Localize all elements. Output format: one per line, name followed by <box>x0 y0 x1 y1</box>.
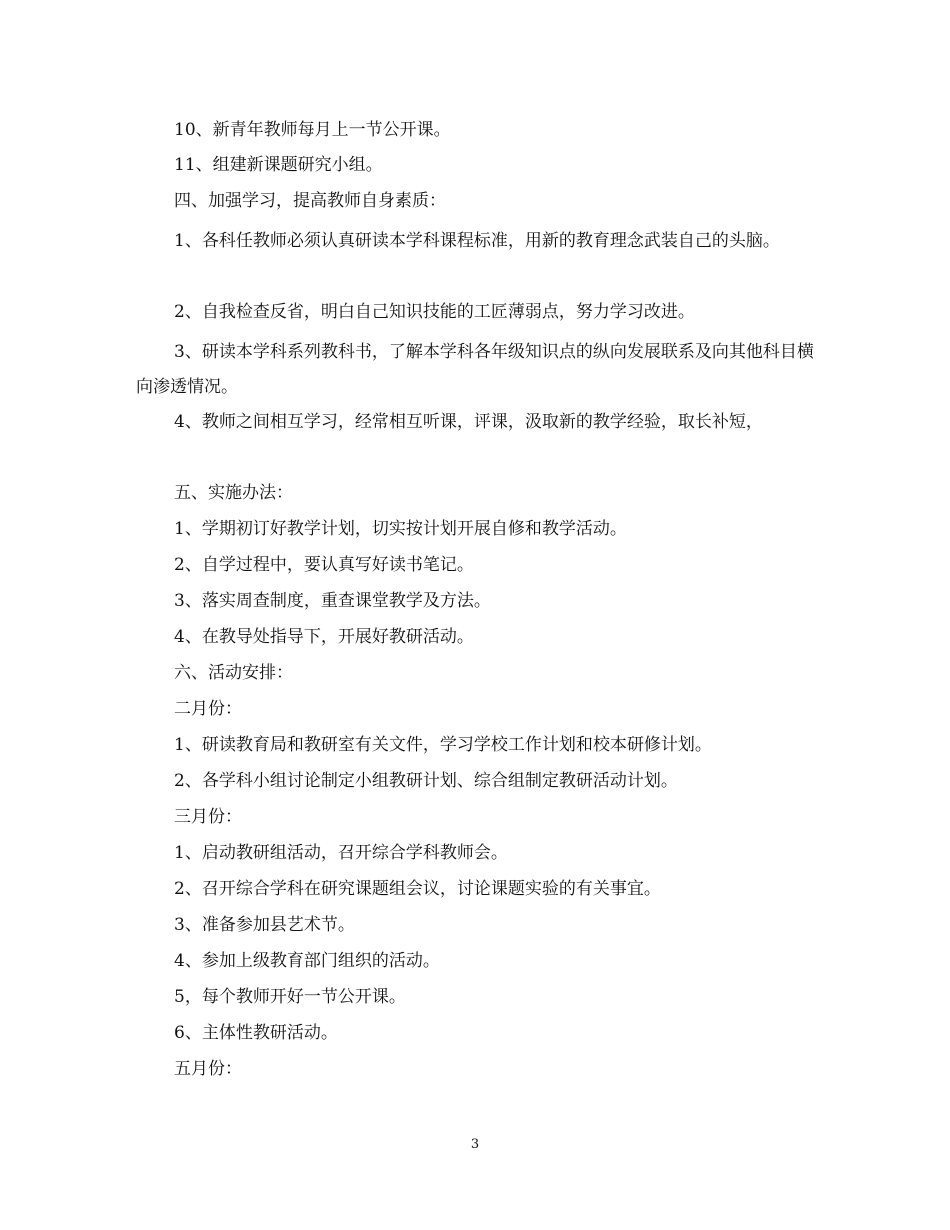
month-heading: 二月份： <box>174 699 242 719</box>
month-heading: 三月份： <box>174 807 242 827</box>
paragraph: 5，每个教师开好一节公开课。 <box>174 987 406 1007</box>
paragraph: 4、参加上级教育部门组织的活动。 <box>174 951 440 971</box>
paragraph: 1、各科任教师必须认真研读本学科课程标准，用新的教育理念武装自己的头脑。 <box>174 231 780 251</box>
section-heading: 五、实施办法： <box>174 483 293 503</box>
paragraph: 6、主体性教研活动。 <box>174 1023 338 1043</box>
paragraph: 11、组建新课题研究小组。 <box>174 155 383 175</box>
page-number: 3 <box>470 1137 480 1152</box>
paragraph: 2、自学过程中，要认真写好读书笔记。 <box>174 555 474 575</box>
paragraph: 3、研读本学科系列教科书，了解本学科各年级知识点的纵向发展联系及向其他科目横向渗透情况。 <box>136 342 814 397</box>
paragraph: 10、新青年教师每月上一节公开课。 <box>174 120 451 140</box>
paragraph: 1、研读教育局和教研室有关文件，学习学校工作计划和校本研修计划。 <box>174 735 712 755</box>
section-heading: 四、加强学习，提高教师自身素质： <box>174 191 446 211</box>
paragraph: 2、自我检查反省，明白自己知识技能的工匠薄弱点，努力学习改进。 <box>174 302 695 322</box>
paragraph: 1、启动教研组活动，召开综合学科教师会。 <box>174 843 508 863</box>
paragraph: 2、各学科小组讨论制定小组教研计划、综合组制定教研活动计划。 <box>174 771 678 791</box>
paragraph: 1、学期初订好教学计划，切实按计划开展自修和教学活动。 <box>174 519 627 539</box>
paragraph: 2、召开综合学科在研究课题组会议，讨论课题实验的有关事宜。 <box>174 879 661 899</box>
paragraph: 4、教师之间相互学习，经常相互听课，评课，汲取新的教学经验，取长补短， <box>174 412 763 432</box>
section-heading: 六、活动安排： <box>174 663 293 683</box>
month-heading: 五月份： <box>174 1059 242 1079</box>
paragraph: 3、落实周查制度，重查课堂教学及方法。 <box>174 591 491 611</box>
paragraph: 4、在教导处指导下，开展好教研活动。 <box>174 627 474 647</box>
paragraph: 3、准备参加县艺术节。 <box>174 915 355 935</box>
